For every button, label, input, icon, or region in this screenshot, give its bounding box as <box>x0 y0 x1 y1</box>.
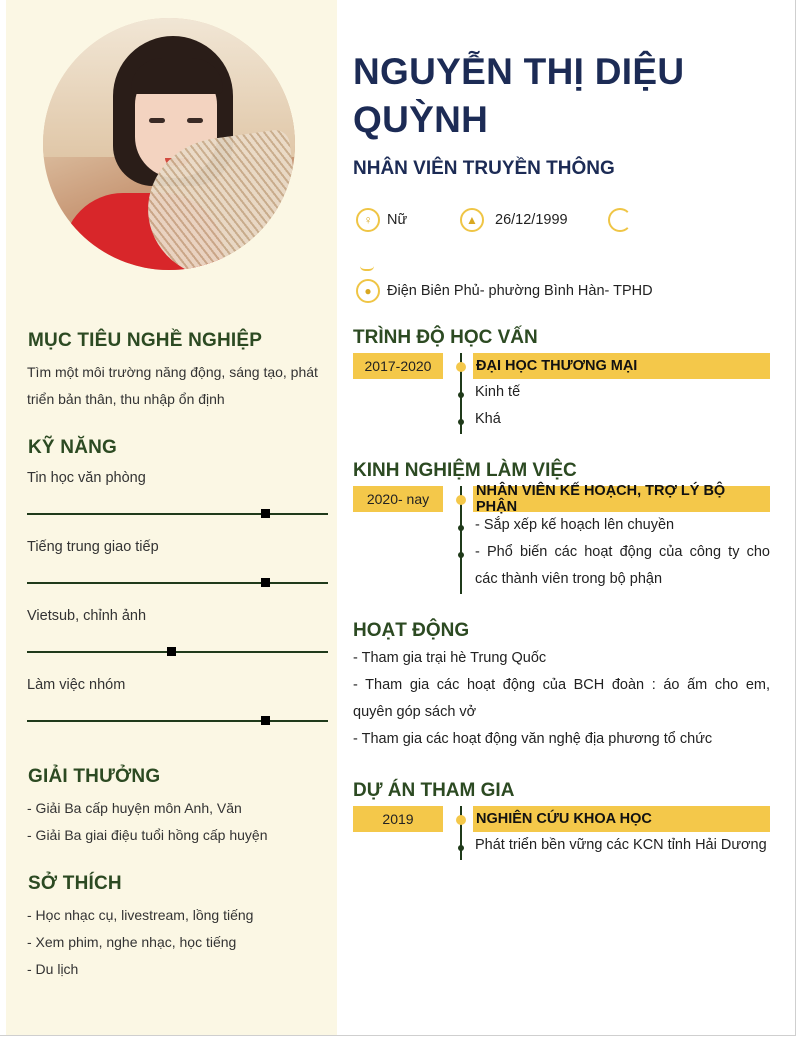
skill-bar <box>27 720 328 722</box>
clipped-icon-fragment <box>360 266 374 271</box>
timeline-dot <box>456 815 466 825</box>
address-value: Điện Biên Phủ- phường Bình Hàn- TPHD <box>387 283 653 299</box>
hobby-item: - Du lịch <box>27 961 79 977</box>
timeline-bullet <box>458 525 464 531</box>
job-title: NHÂN VIÊN TRUYỀN THÔNG <box>353 158 615 179</box>
skill-label: Vietsub, chỉnh ảnh <box>27 608 147 624</box>
education-detail: Khá <box>475 411 501 427</box>
timeline-bullet <box>458 552 464 558</box>
activity-item: quyên góp sách vở <box>353 704 477 720</box>
activity-item: - Tham gia các hoạt động văn nghệ địa phương tổ chức <box>353 731 713 747</box>
objective-text-line1: Tìm một môi trường năng động, sáng tạo, phát <box>27 364 318 380</box>
skill-level-marker <box>167 647 176 656</box>
project-detail: Phát triển bền vững các KCN tỉnh Hải Dương <box>475 837 767 853</box>
name-line2: QUỲNH <box>353 99 489 140</box>
objective-text-line2: triển bản thân, thu nhập ổn định <box>27 391 225 407</box>
education-school: ĐẠI HỌC THƯƠNG MẠI <box>473 353 770 379</box>
hobbies-heading: SỞ THÍCH <box>28 873 122 894</box>
hobby-item: - Học nhạc cụ, livestream, lồng tiếng <box>27 907 254 923</box>
skill-level-marker <box>261 509 270 518</box>
skill-bar <box>27 513 328 515</box>
activity-item: - Tham gia trại hè Trung Quốc <box>353 650 547 666</box>
timeline-dot <box>456 495 466 505</box>
cake-icon: ▲ <box>460 208 484 232</box>
skills-heading: KỸ NĂNG <box>28 437 118 458</box>
education-heading: TRÌNH ĐỘ HỌC VẤN <box>353 327 538 348</box>
activity-item: - Tham gia các hoạt động của BCH đoàn : áo ấm cho em, <box>353 677 770 693</box>
experience-position: NHÂN VIÊN KẾ HOẠCH, TRỢ LÝ BỘ PHẬN <box>473 486 770 512</box>
award-item: - Giải Ba cấp huyện môn Anh, Văn <box>27 800 242 816</box>
phone-icon <box>608 208 632 232</box>
timeline-bullet <box>458 419 464 425</box>
skill-label: Tin học văn phòng <box>27 470 146 486</box>
education-period: 2017-2020 <box>353 353 443 379</box>
projects-heading: DỰ ÁN THAM GIA <box>353 780 515 801</box>
hobby-item: - Xem phim, nghe nhạc, học tiếng <box>27 934 237 950</box>
experience-heading: KINH NGHIỆM LÀM VIỆC <box>353 460 577 481</box>
sidebar <box>6 0 337 1035</box>
gender-icon: ♀ <box>356 208 380 232</box>
avatar <box>43 18 295 270</box>
candidate-name <box>353 48 773 144</box>
skill-bar <box>27 651 328 653</box>
skill-label: Tiếng trung giao tiếp <box>27 539 159 555</box>
project-title: NGHIÊN CỨU KHOA HỌC <box>473 806 770 832</box>
location-icon: ● <box>356 279 380 303</box>
education-detail: Kinh tế <box>475 384 521 400</box>
timeline-dot <box>456 362 466 372</box>
experience-detail: - Sắp xếp kế hoạch lên chuyền <box>475 517 675 533</box>
name-line1: NGUYỄN THỊ DIỆU <box>353 51 685 92</box>
award-item: - Giải Ba giai điệu tuổi hồng cấp huyện <box>27 827 268 843</box>
experience-detail: - Phổ biến các hoạt động của công ty cho <box>475 544 770 560</box>
project-period: 2019 <box>353 806 443 832</box>
skill-level-marker <box>261 716 270 725</box>
gender-value: Nữ <box>387 212 408 228</box>
experience-detail: các thành viên trong bộ phận <box>475 571 663 587</box>
birthday-value: 26/12/1999 <box>495 212 568 228</box>
experience-period: 2020- nay <box>353 486 443 512</box>
activities-heading: HOẠT ĐỘNG <box>353 620 470 641</box>
objective-heading: MỤC TIÊU NGHỀ NGHIỆP <box>28 330 263 351</box>
skill-label: Làm việc nhóm <box>27 677 126 693</box>
skill-bar <box>27 582 328 584</box>
timeline-bullet <box>458 392 464 398</box>
skill-level-marker <box>261 578 270 587</box>
awards-heading: GIẢI THƯỞNG <box>28 766 161 787</box>
timeline-bullet <box>458 845 464 851</box>
